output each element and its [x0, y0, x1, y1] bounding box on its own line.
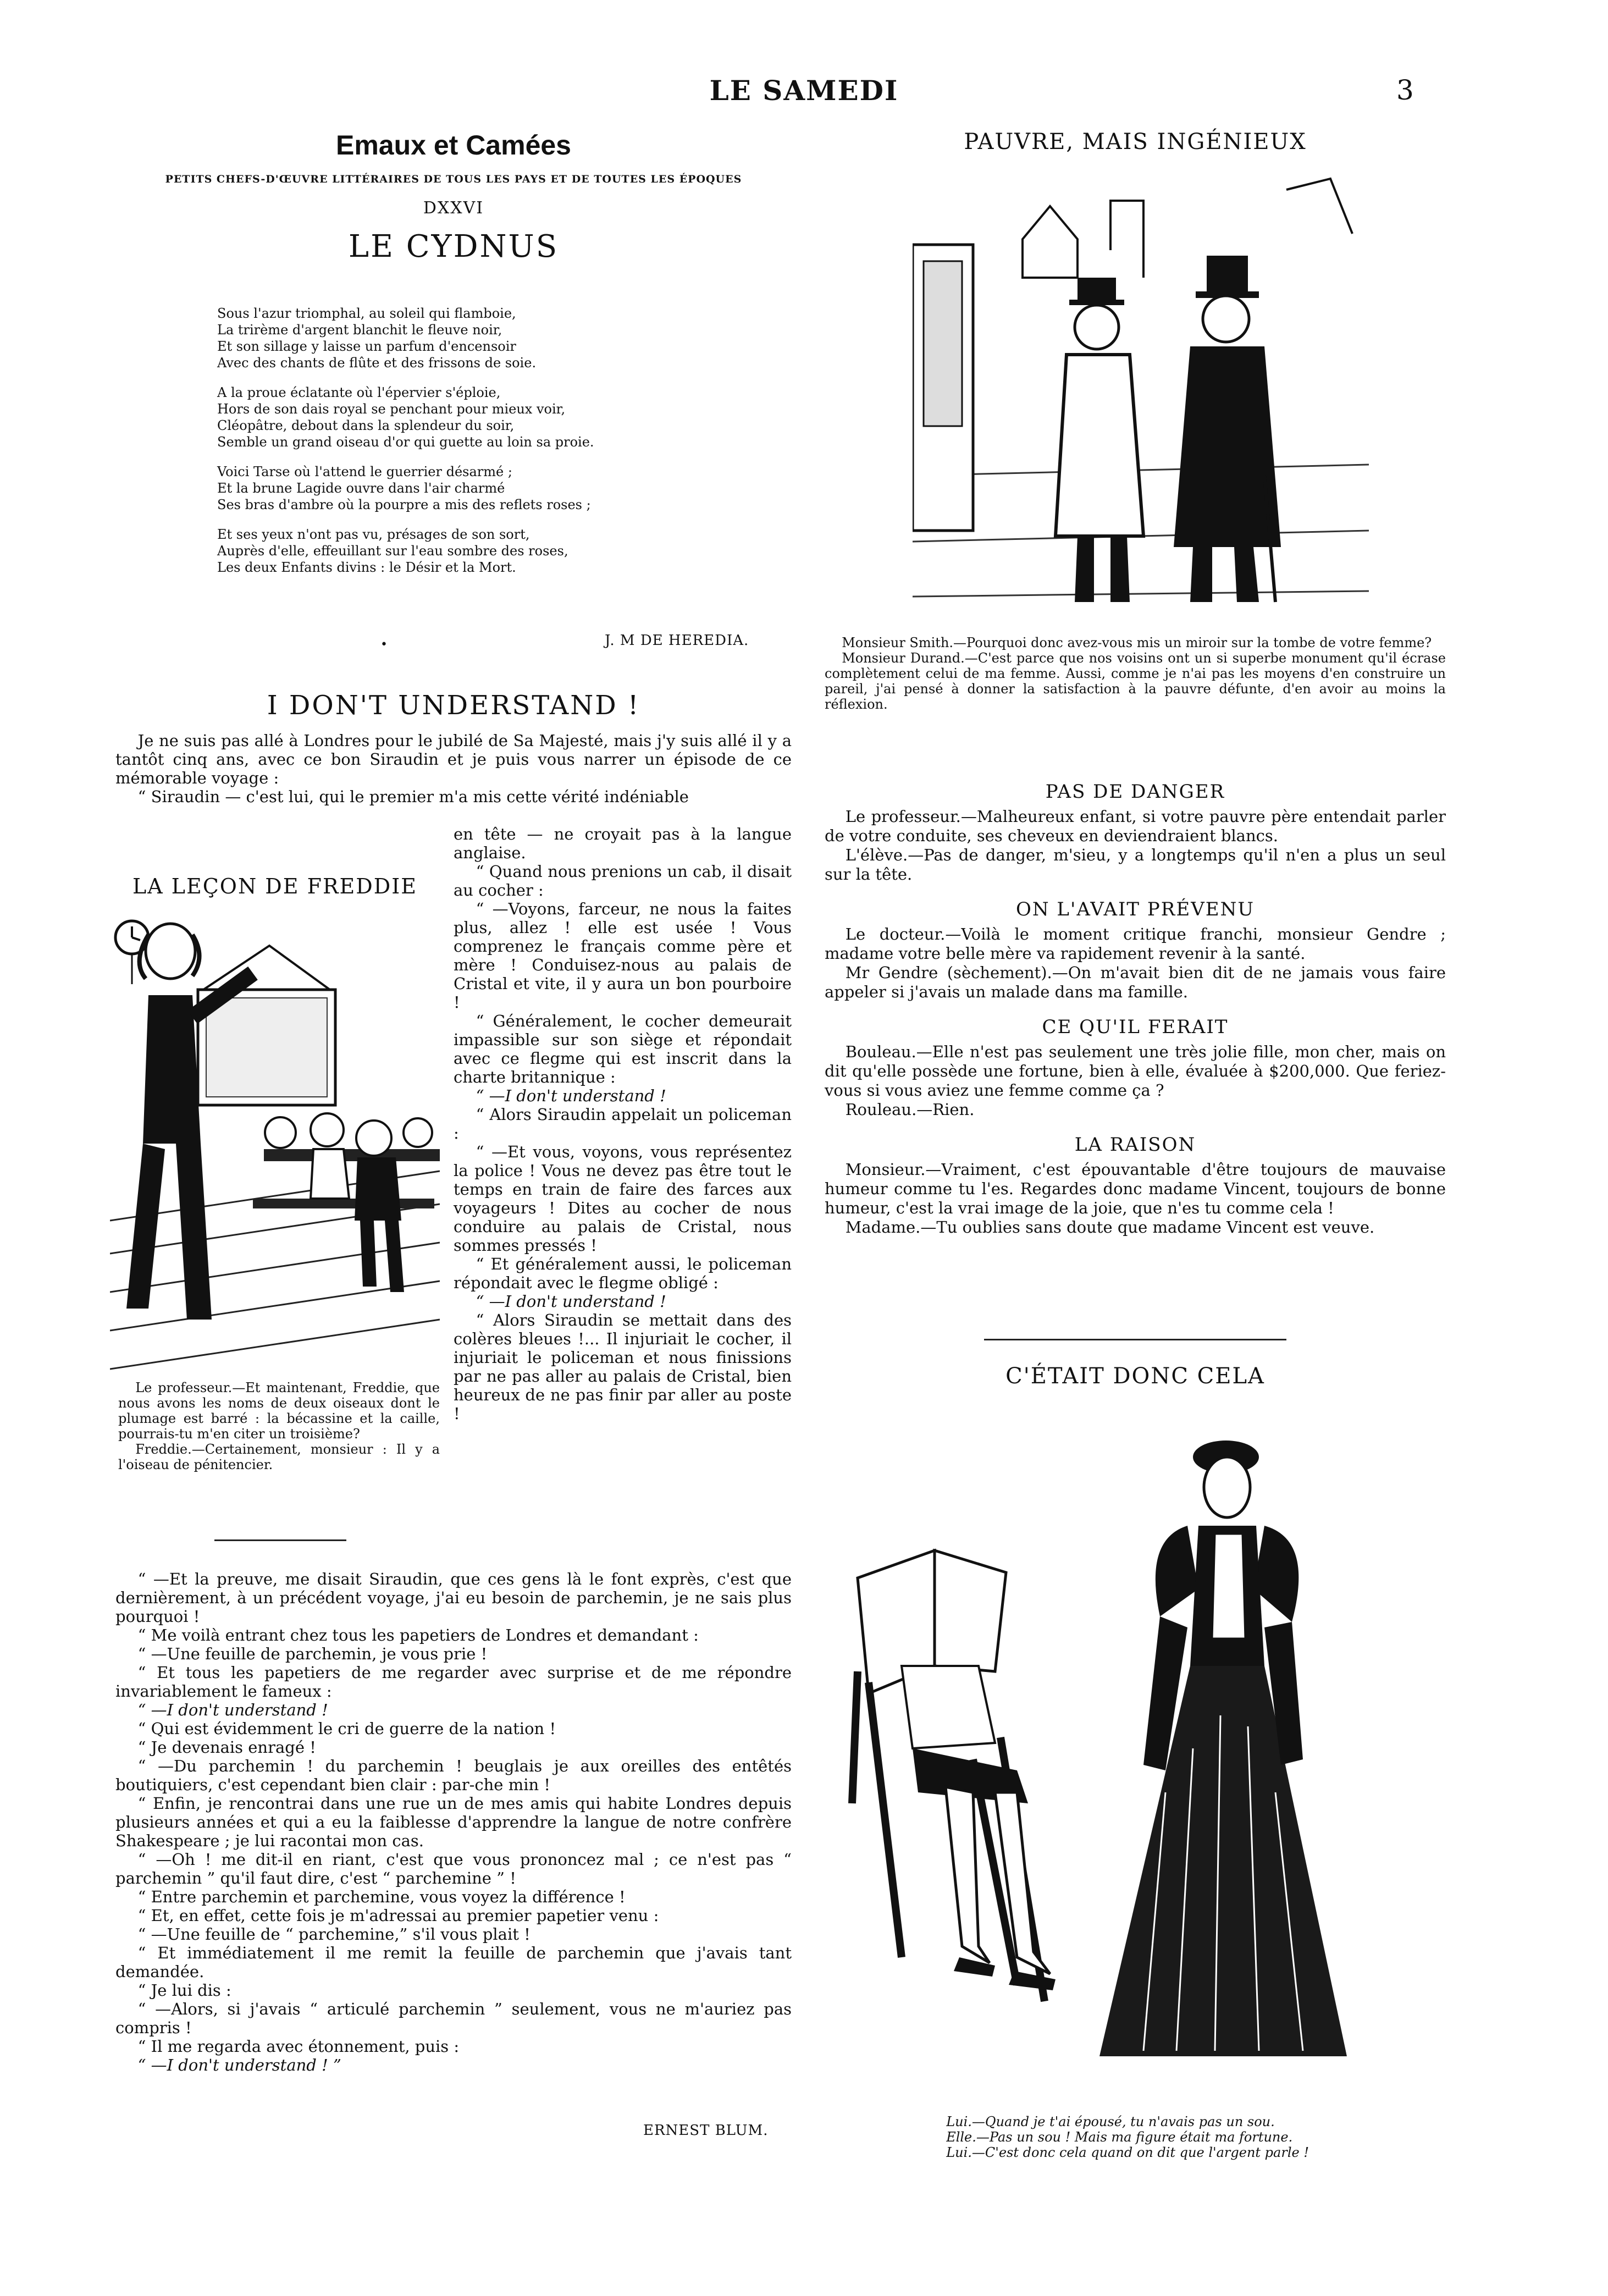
joke-line: Madame.—Tu oublies sans doute que madame Vincent est veuve.: [845, 1218, 1375, 1237]
story-column-text: [454, 825, 792, 1423]
story-paragraph: “ Je lui dis :: [137, 1981, 231, 2000]
pauvre-caption: [825, 635, 1446, 712]
story-paragraph: “ Enfin, je rencontrai dans une rue un de mes amis qui habite Londres depuis plusieurs années et qui a eu la faiblesse d'apprendre la langue de notre confrère Shakespeare ; je lui racontai mon cas.: [115, 1794, 792, 1850]
story-lead: “ Siraudin — c'est lui, qui le premier m'a mis cette vérité indéniable: [137, 787, 689, 806]
story-paragraph: “ Généralement, le cocher demeurait impassible sur son siège et répondait avec ce flegme qui est inscrit dans la charte britannique :: [454, 1012, 792, 1086]
lecon-caption: [118, 1380, 440, 1472]
story-intro-block: [115, 731, 792, 806]
joke-title: ON L'AVAIT PRÉVENU: [1015, 898, 1255, 920]
caption-line: Monsieur Smith.—Pourquoi donc avez-vous mis un miroir sur la tombe de votre femme?: [842, 635, 1432, 650]
joke-title: CE QU'IL FERAIT: [1042, 1016, 1229, 1038]
story-title: I DON'T UNDERSTAND !: [267, 690, 640, 721]
caption-line: Lui.—Quand je t'ai épousé, tu n'avais pas un sou.: [946, 2114, 1275, 2129]
story-paragraph: “ Je devenais enragé !: [137, 1738, 316, 1757]
story-paragraph: “ Alors Siraudin appelait un policeman :: [454, 1105, 792, 1143]
story-intro: Je ne suis pas allé à Londres pour le jubilé de Sa Majesté, mais j'y suis allé il y a tantôt cinq ans, avec ce bon Siraudin et je puis vous narrer un épisode de ce mémorable voyage :: [115, 731, 792, 787]
jokes-section: [825, 781, 1446, 1237]
story-paragraph: “ —Une feuille de parchemin, je vous prie !: [137, 1644, 488, 1663]
poem-stanza: A la proue éclatante où l'épervier s'éploie, Hors de son dais royal se penchant pour mieux voir, Cléopâtre, debout dans la splendeur du soir, Semble un grand oiseau d'or qui guette au loin sa proie.: [217, 385, 594, 450]
joke-line: Rouleau.—Rien.: [845, 1100, 975, 1119]
story-paragraph: “ —Et la preuve, me disait Siraudin, que ces gens là le font exprès, c'est que dernièrement, à un précédent voyage, j'ai eu besoin de parchemin, je ne sais plus pourquoi !: [115, 1570, 792, 1626]
emaux-section: [115, 129, 792, 264]
story-paragraph: en tête — ne croyait pas à la langue anglaise.: [454, 825, 792, 862]
joke-title: PAS DE DANGER: [1045, 781, 1225, 803]
story-paragraph: “ Et généralement aussi, le policeman répondait avec le flegme obligé :: [454, 1255, 792, 1292]
story-paragraph: “ —Du parchemin ! du parchemin ! beuglais je aux oreilles des entêtés boutiquiers, c'est cependant bien clair : par-che min !: [115, 1757, 792, 1794]
cetait-caption: [929, 2114, 1424, 2160]
story-paragraph: “ Entre parchemin et parchemine, vous voyez la différence !: [137, 1887, 626, 1906]
running-head: LE SAMEDI: [709, 74, 899, 107]
caption-line: Freddie.—Certainement, monsieur : Il y a l'oiseau de pénitencier.: [118, 1442, 440, 1472]
emaux-title: Emaux et Camées: [335, 130, 571, 161]
joke-line: Le docteur.—Voilà le moment critique franchi, monsieur Gendre ; madame votre belle mère va rapidement revenir à la santé.: [825, 925, 1446, 963]
emaux-number: DXXVI: [423, 198, 484, 218]
ornament-dot: •: [380, 638, 388, 652]
story-paragraph: “ —Oh ! me dit-il en riant, c'est que vous prononcez mal ; ce n'est pas “ parchemin ” qu'il faut dire, c'est “ parchemine ” !: [115, 1850, 792, 1887]
caption-line: Monsieur Durand.—C'est parce que nos voisins ont un si superbe monument qu'il écrase complètement celui de ma femme. Aussi, comme je n'ai pas les moyens d'en construire un pareil, j'ai pensé à donner la satisfaction à la pauvre défunte, d'en avoir au moins la réflexion.: [825, 650, 1446, 712]
story-paragraph: “ Et, en effet, cette fois je m'adressai au premier papetier venu :: [137, 1906, 659, 1925]
joke-body: [825, 807, 1446, 884]
story-author: ERNEST BLUM.: [643, 2122, 769, 2139]
story-paragraph: “ —Voyons, farceur, ne nous la faites plus, allez ! elle est usée ! Vous comprenez le français comme père et mère ! Conduisez-nous au palais de Cristal et vite, il y aura un bon pourboire !: [454, 899, 792, 1012]
story-paragraph: “ —I don't understand !: [476, 1292, 666, 1311]
page-number: 3: [1396, 74, 1414, 106]
story-paragraph: “ —Alors, si j'avais “ articulé parchemin ” seulement, vous ne m'auriez pas compris !: [115, 2000, 792, 2037]
joke-body: [825, 1042, 1446, 1119]
story-paragraph: “ Il me regarda avec étonnement, puis :: [137, 2037, 460, 2056]
joke-line: Bouleau.—Elle n'est pas seulement une très jolie fille, mon cher, mais on dit qu'elle possède une fortune, bien à elle, évaluée à $200,000. Que feriez-vous si vous aviez une femme comme ça ?: [825, 1042, 1446, 1100]
freddie-illustration: [110, 913, 440, 1375]
story-paragraph: “ Alors Siraudin se mettait dans des colères bleues !... Il injuriait le cocher, il injuriait le policeman et nous finissions par ne pas aller au palais de Cristal, bien heureux de ne pas finir par aller au poste !: [454, 1311, 792, 1423]
lecon-title: LA LEÇON DE FREDDIE: [132, 874, 417, 898]
joke-line: Le professeur.—Malheureux enfant, si votre pauvre père entendait parler de votre conduite, ses cheveux en deviendraient blancs.: [825, 807, 1446, 845]
poem: [217, 305, 712, 576]
story-continuation: [115, 1570, 792, 2074]
caption-line: Elle.—Pas un sou ! Mais ma figure était ma fortune.: [946, 2129, 1293, 2145]
story-paragraph: “ Quand nous prenions un cab, il disait au cocher :: [454, 862, 792, 899]
joke-body: [825, 925, 1446, 1002]
story-paragraph: “ Me voilà entrant chez tous les papetiers de Londres et demandant :: [137, 1626, 699, 1644]
poem-stanza: Et ses yeux n'ont pas vu, présages de son sort, Auprès d'elle, effeuillant sur l'eau sombre des roses, Les deux Enfants divins : le Désir et la Mort.: [217, 527, 568, 575]
poem-stanza: Voici Tarse où l'attend le guerrier désarmé ; Et la brune Lagide ouvre dans l'air charmé Ses bras d'ambre où la pourpre a mis des reflets roses ;: [217, 464, 591, 512]
story-paragraph: “ Et immédiatement il me remit la feuille de parchemin que j'avais tant demandée.: [115, 1944, 792, 1981]
caption-line: Lui.—C'est donc cela quand on dit que l'argent parle !: [946, 2145, 1309, 2160]
poem-author: J. M DE HEREDIA.: [605, 632, 749, 649]
cemetery-illustration: [913, 168, 1369, 630]
joke-title: LA RAISON: [1074, 1134, 1196, 1156]
caption-line: Le professeur.—Et maintenant, Freddie, que nous avons les noms de deux oiseaux dont le plumage est barré : la bécassine et la caille, pourrais-tu m'en citer un troisième?: [118, 1380, 440, 1442]
joke-line: Monsieur.—Vraiment, c'est épouvantable d'être toujours de mauvaise humeur comme tu l'es. Regardes donc madame Vincent, toujours de bonne humeur, c'est la vrai image de la joie, que n'es tu comme cela !: [825, 1160, 1446, 1217]
emaux-subtitle: PETITS CHEFS-D'ŒUVRE LITTÉRAIRES DE TOUS LES PAYS ET DE TOUTES LES ÉPOQUES: [165, 173, 742, 185]
divider: [214, 1539, 346, 1541]
story-paragraph: “ —Une feuille de “ parchemine,” s'il vous plait !: [137, 1925, 531, 1944]
cetait-title: C'ÉTAIT DONC CELA: [1005, 1364, 1265, 1389]
poem-stanza: Sous l'azur triomphal, au soleil qui flamboie, La trirème d'argent blanchit le fleuve noir, Et son sillage y laisse un parfum d'encensoir Avec des chants de flûte et des frissons de soie.: [217, 306, 537, 371]
story-paragraph: “ Qui est évidemment le cri de guerre de la nation !: [137, 1719, 556, 1738]
story-paragraph: “ Et tous les papetiers de me regarder avec surprise et de me répondre invariablement le fameux :: [115, 1663, 792, 1701]
joke-body: [825, 1160, 1446, 1237]
story-paragraph: “ —I don't understand !: [137, 1701, 328, 1719]
joke-line: L'élève.—Pas de danger, m'sieu, y a longtemps qu'il n'en a plus un seul sur la tête.: [825, 846, 1446, 884]
story-paragraph: “ —I don't understand ! ”: [137, 2056, 341, 2074]
couple-illustration: [836, 1408, 1446, 2100]
story-paragraph: “ —I don't understand !: [476, 1086, 666, 1105]
poem-title: LE CYDNUS: [348, 229, 559, 264]
story-paragraph: “ —Et vous, voyons, vous représentez la police ! Vous ne devez pas être tout le temps en train de faire des farces aux voyageurs ! Dites au cocher de nous conduire au palais de Cristal, nous sommes pressés !: [454, 1143, 792, 1255]
divider: [984, 1339, 1286, 1340]
joke-line: Mr Gendre (sèchement).—On m'avait bien dit de ne jamais vous faire appeler si j'avais un malade dans ma famille.: [825, 963, 1446, 1001]
pauvre-title: PAUVRE, MAIS INGÉNIEUX: [964, 129, 1307, 154]
